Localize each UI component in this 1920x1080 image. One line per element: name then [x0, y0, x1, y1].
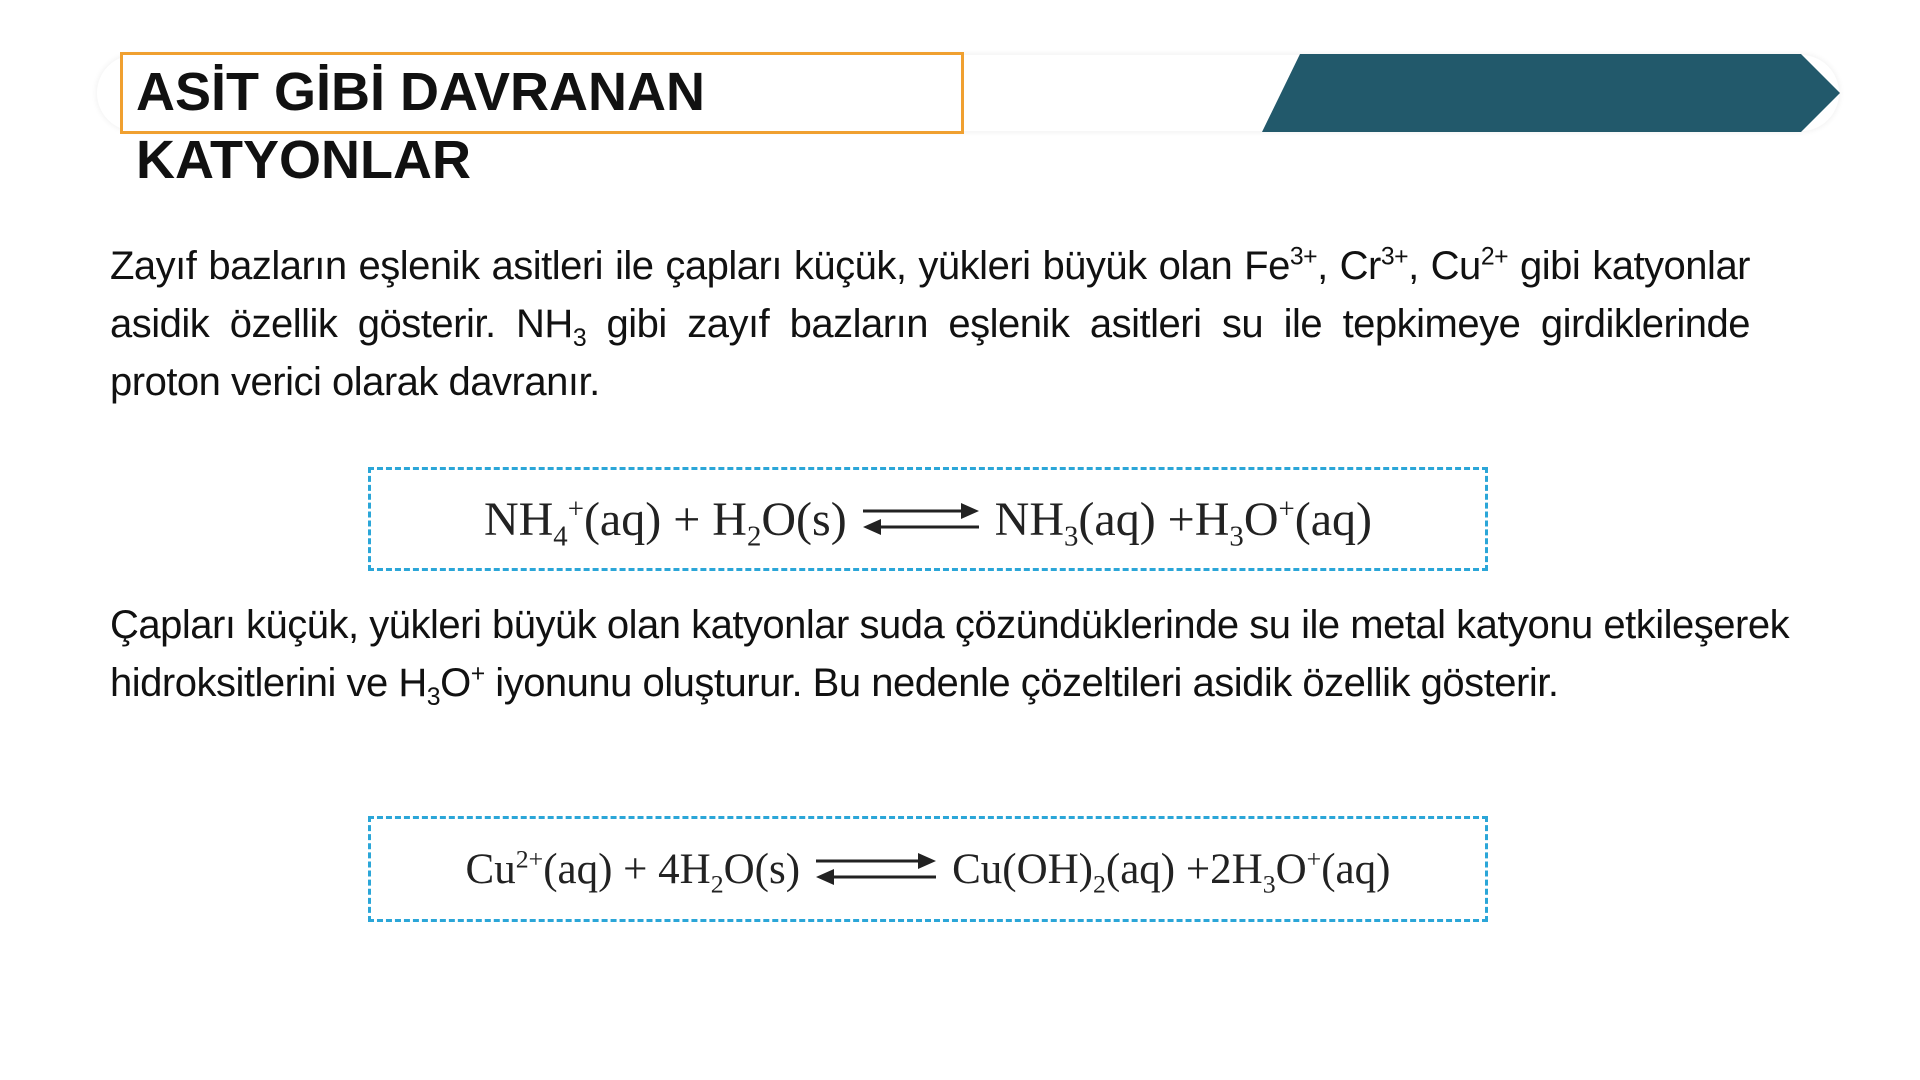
- para1-sep-1: , Cr: [1317, 244, 1381, 288]
- eq2-h3o-sup: +: [1306, 844, 1322, 874]
- para1-text-2: gibi katyonlar asidik özellik gösterir. NH: [110, 244, 1751, 346]
- eq2-right-mid: (aq) +2H: [1105, 845, 1263, 893]
- eq1-right-mid: (aq) +H: [1078, 492, 1230, 546]
- paragraph-weak-base-conjugates: [110, 237, 1750, 411]
- fe-charge: 3+: [1289, 243, 1318, 271]
- cu-charge: 2+: [1480, 243, 1509, 271]
- eq1-nh4-sub: 4: [553, 520, 568, 553]
- equation-box-copper: [368, 816, 1488, 922]
- eq1-left-mid: (aq) + H: [583, 492, 747, 546]
- eq1-h3o-sup: +: [1278, 492, 1295, 525]
- nh3-subscript: 3: [572, 325, 587, 352]
- para1-text-1: Zayıf bazların eşlenik asitleri ile çapları küçük, yükleri büyük olan Fe: [110, 244, 1290, 288]
- equation2-reactants: [465, 844, 801, 899]
- eq2-cu: Cu: [465, 845, 516, 893]
- eq1-h2o-tail: O(s): [761, 492, 847, 546]
- eq1-h2o-sub: 2: [746, 520, 762, 553]
- eq1-nh: NH: [483, 492, 554, 546]
- eq1-o: O: [1243, 492, 1279, 546]
- h3o-charge: +: [470, 660, 485, 688]
- equation1-products: [994, 492, 1373, 553]
- eq1-nh-right: NH: [994, 492, 1064, 546]
- page-title: ASİT GİBİ DAVRANAN KATYONLAR: [136, 62, 706, 190]
- eq2-cuoh: Cu(OH): [952, 845, 1093, 893]
- eq2-h3o-sub: 3: [1262, 869, 1276, 899]
- equilibrium-arrows-icon: [861, 499, 981, 539]
- para1-text-3: gibi zayıf bazların eşlenik asitleri su ile tepkimeye girdiklerinde proton verici olarak davranır.: [110, 302, 1750, 404]
- eq1-nh3-sub: 3: [1064, 520, 1079, 553]
- para2-text-2: iyonunu oluşturur. Bu nedenle çözeltileri asidik özellik gösterir.: [484, 661, 1559, 705]
- equation2-products: [952, 844, 1391, 899]
- eq1-h3o-sub: 3: [1229, 520, 1244, 553]
- eq2-right-tail: (aq): [1321, 845, 1391, 893]
- eq2-left-mid: (aq) + 4H: [543, 845, 711, 893]
- equation-box-ammonium: [368, 467, 1488, 571]
- para2-o: O: [440, 661, 471, 705]
- eq2-h2o-tail: O(s): [723, 845, 801, 893]
- equation1-reactants: [483, 492, 847, 553]
- eq1-nh4-sup: +: [567, 492, 584, 525]
- para2-text-1: Çapları küçük, yükleri büyük olan katyonlar suda çözündüklerinde su ile metal katyonu etkileşerek hidroksitlerini ve H: [110, 603, 1790, 705]
- header-accent-shape: [1262, 54, 1840, 132]
- paragraph-metal-cations: [110, 596, 1820, 712]
- eq2-o: O: [1275, 845, 1307, 893]
- para1-sep-2: , Cu: [1408, 244, 1481, 288]
- h3o-subscript: 3: [426, 684, 441, 711]
- equilibrium-arrows-icon: [814, 849, 938, 889]
- eq2-h2o-sub: 2: [710, 869, 724, 899]
- eq2-cuoh2-sub: 2: [1093, 869, 1106, 899]
- cr-charge: 3+: [1380, 243, 1409, 271]
- eq2-cu-sup: 2+: [515, 844, 544, 874]
- eq1-right-tail: (aq): [1294, 492, 1373, 546]
